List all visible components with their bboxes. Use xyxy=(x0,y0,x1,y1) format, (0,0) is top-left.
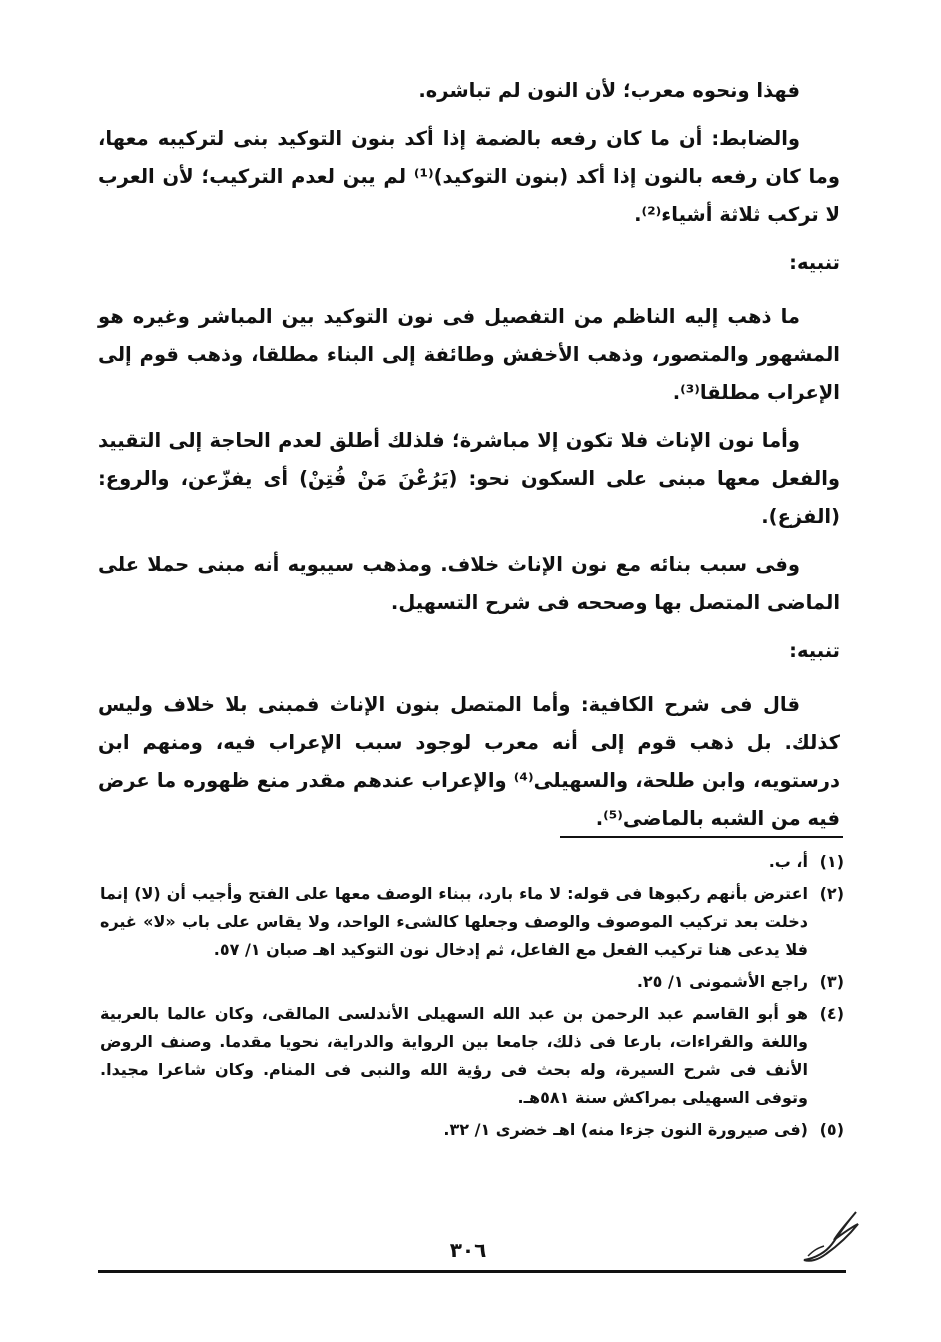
footnote-text: أ، ب. xyxy=(768,852,808,871)
footnote-3 xyxy=(100,968,844,996)
footnote-number: (١) xyxy=(819,852,844,871)
footnote-text: اعترض بأنهم ركبوها فى قوله: لا ماء بارد، ببناء الوصف معها على الفتح وأجيب أن (لا) إنما دخلت بعد تركيب الموصوف والوصف وجعلها كالشىء الواحد، ولا يقاس على باب «لا» غيره فلا يدعى هنا تركيب الفعل مع الفاعل، ثم إدخال نون التوكيد اهـ صبان ١/ ٥٧. xyxy=(100,884,808,959)
footnote-text: (فى صيرورة النون جزءا منه) اهـ خضرى ١/ ٣٢. xyxy=(443,1120,808,1139)
paragraph-4: وأما نون الإناث فلا تكون إلا مباشرة؛ فلذلك أطلق لعدم الحاجة إلى التقييد والفعل معها مبنى على السكون نحو: (يَرُعْنَ مَنْ فُتِنْ) أى يفزّعن، والروع: (الفزع). xyxy=(98,429,840,528)
footnote-2 xyxy=(100,880,844,964)
paragraph-2: والضابط: أن ما كان رفعه بالضمة إذا أكد بنون التوكيد بنى لتركيبه معها، وما كان رفعه بالنون إذا أكد (بنون التوكيد)⁽¹⁾ لم يبن لعدم التركيب؛ لأن العرب لا تركب ثلاثة أشياء⁽²⁾. xyxy=(98,127,841,226)
paragraph-3: ما ذهب إليه الناظم من التفصيل فى نون التوكيد بين المباشر وغيره هو المشهور والمتصور، وذهب الأخفش وطائفة إلى البناء مطلقا، وذهب قوم إلى الإعراب مطلقا⁽³⁾. xyxy=(98,305,840,404)
footnote-number: (٣) xyxy=(819,972,844,991)
main-text xyxy=(98,72,840,848)
flourish-ornament-icon xyxy=(796,1200,866,1270)
bottom-rule xyxy=(98,1270,846,1273)
paragraph-6: قال فى شرح الكافية: وأما المتصل بنون الإناث فمبنى بلا خلاف وليس كذلك. بل ذهب قوم إلى أنه معرب لوجود سبب الإعراب فيه، ومنهم ابن درستويه، وابن طلحة، والسهيلى⁽⁴⁾ والإعراب عندهم مقدر منع ظهوره ما عرض فيه من الشبه بالماضى⁽⁵⁾. xyxy=(98,693,840,830)
footnote-4 xyxy=(100,1000,844,1112)
page-number: ٣٠٦ xyxy=(449,1238,487,1262)
footnote-number: (٥) xyxy=(819,1120,844,1139)
footnotes xyxy=(100,848,844,1148)
heading-tanbih-1: تنبيه: xyxy=(789,251,840,274)
footnote-5 xyxy=(100,1116,844,1144)
paragraph-5: وفى سبب بنائه مع نون الإناث خلاف. ومذهب سيبويه أنه مبنى حملا على الماضى المتصل بها وصححه فى شرح التسهيل. xyxy=(98,553,840,614)
footnote-separator xyxy=(560,836,843,838)
footnote-number: (٢) xyxy=(819,884,844,903)
footnote-text: هو أبو القاسم عبد الرحمن بن عبد الله السهيلى الأندلسى المالقى، وكان عالما بالعربية واللغة والقراءات، بارعا فى ذلك، جامعا بين الرواية والدراية، نحويا مقدما. وصنف الروض الأنف فى شرح السيرة، وله بحث فى رؤية الله والنبى فى المنام. وكان شاعرا مجيدا. وتوفى السهيلى بمراكش سنة ٥٨١هـ. xyxy=(100,1004,808,1107)
footnote-number: (٤) xyxy=(819,1004,844,1023)
footnote-1 xyxy=(100,848,844,876)
footnote-text: راجع الأشمونى ١/ ٢٥. xyxy=(636,972,808,991)
heading-tanbih-2: تنبيه: xyxy=(789,639,840,662)
paragraph-1: فهذا ونحوه معرب؛ لأن النون لم تباشره. xyxy=(418,79,800,102)
